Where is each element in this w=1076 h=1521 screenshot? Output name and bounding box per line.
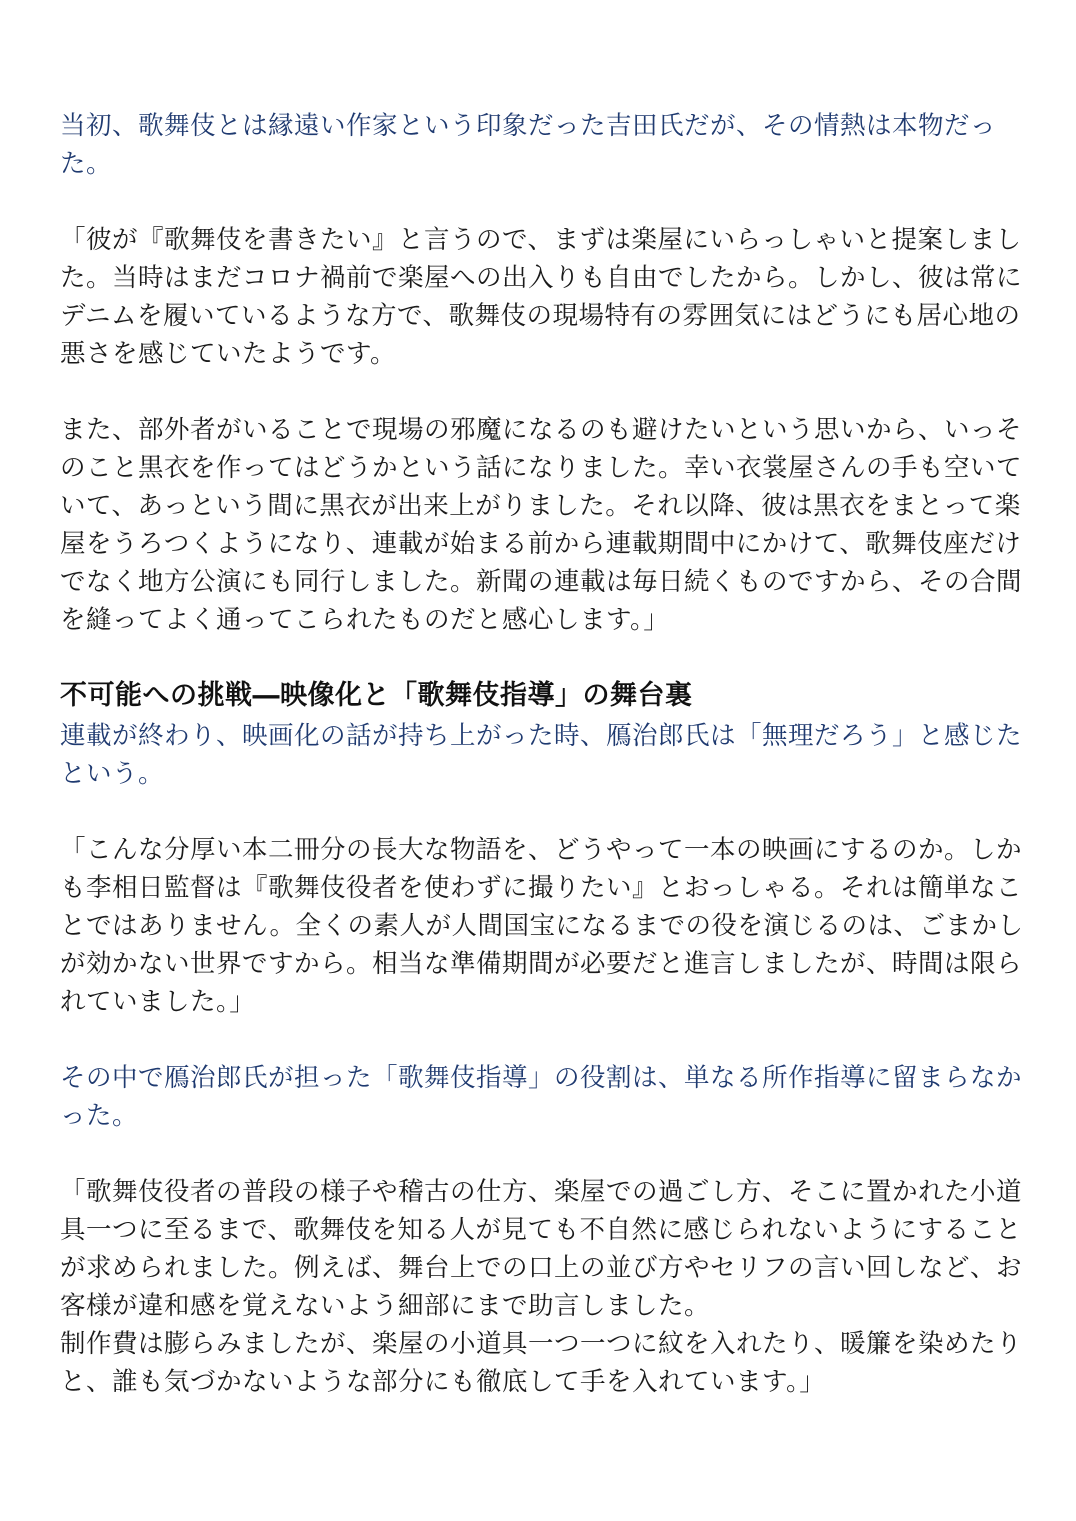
article-body [60,107,1032,1401]
quote-paragraph-2: 「こんな分厚い本二冊分の長大な物語を、どうやって一本の映画にするのか。しかも李相日監督は『歌舞伎役者を使わずに撮りたい』とおっしゃる。それは簡単なことではありません。全くの素人が人間国宝になるまでの役を演じるのは、ごまかしが効かない世界ですから。相当な準備期間が必要だと進言しましたが、時間は限られていました。」 [60,835,1024,1017]
lead-paragraph-3: その中で鴈治郎氏が担った「歌舞伎指導」の役割は、単なる所作指導に留まらなかった。 [60,1063,1023,1131]
quote-paragraph-3: 「歌舞伎役者の普段の様子や稽古の仕方、楽屋での過ごし方、そこに置かれた小道具一つに至るまで、歌舞伎を知る人が見ても不自然に感じられないようにすることが求められました。例えば、舞台上での口上の並び方やセリフの言い回しなど、お客様が違和感を覚えないよう細部にまで助言しました。 制作費は膨らみましたが、楽屋の小道具一つ一つに紋を入れたり、暖簾を染めたりと、誰も気づかないような部分にも徹底して手を入れています。」 [60,1177,1023,1397]
section-heading: 不可能への挑戦―映像化と「歌舞伎指導」の舞台裏 [60,680,693,711]
lead-paragraph-1: 当初、歌舞伎とは縁遠い作家という印象だった吉田氏だが、その情熱は本物だった。 [60,111,997,179]
lead-paragraph-2: 連載が終わり、映画化の話が持ち上がった時、鴈治郎氏は「無理だろう」と感じたという。 [60,721,1023,789]
quote-paragraph-1: 「彼が『歌舞伎を書きたい』と言うので、まずは楽屋にいらっしゃいと提案しました。当時はまだコロナ禍前で楽屋への出入りも自由でしたから。しかし、彼は常にデニムを履いているような方で、歌舞伎の現場特有の雰囲気にはどうにも居心地の悪さを感じていたようです。 [60,225,1023,369]
quote-paragraph-1b: また、部外者がいることで現場の邪魔になるのも避けたいという思いから、いっそのこと黒衣を作ってはどうかという話になりました。幸い衣裳屋さんの手も空いていて、あっという間に黒衣が出来上がりました。それ以降、彼は黒衣をまとって楽屋をうろつくようになり、連載が始まる前から連載期間中にかけて、歌舞伎座だけでなく地方公演にも同行しました。新聞の連載は毎日続くものですから、その合間を縫ってよく通ってこられたものだと感心します。」 [60,415,1023,635]
